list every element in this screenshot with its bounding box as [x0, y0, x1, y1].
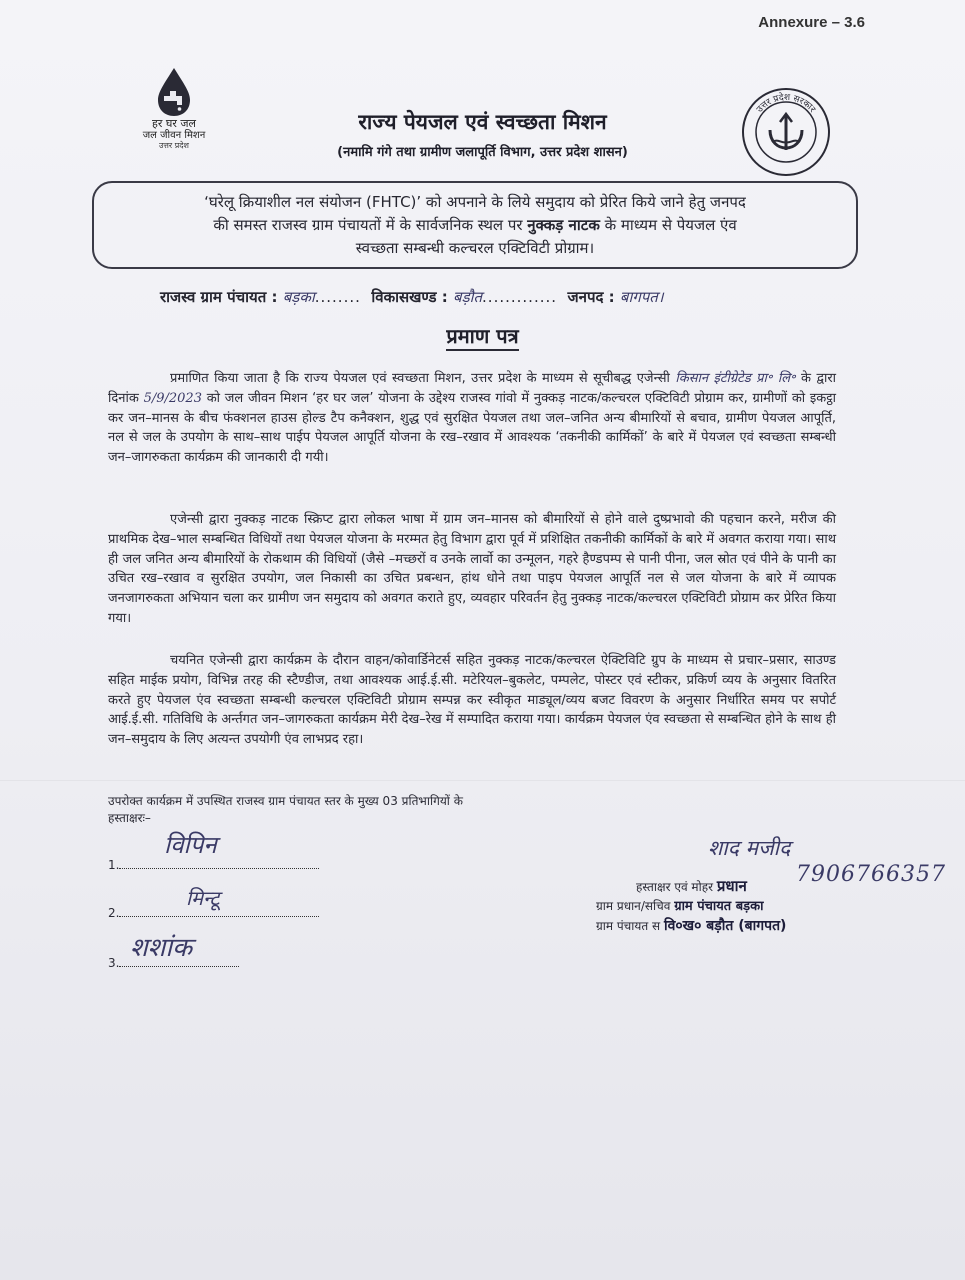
p3-text: चयनित एजेन्सी द्वारा कार्यक्रम के दौरान वाहन/कोवार्डिनेटर्स सहित नुक्कड़ नाटक/कल्चरल ऐक्टिविटि ग्रुप के माध्यम से प्रचार–प्रसार, साउण्ड सहित माईक प्रयोग, विभिन्न तरह की स्टैण्डीज, तथा आवश्यक आई.ई.सी. मटेरियल–बुकलेट, पम्पलेट, पोस्टर एवं स्टीकर, प्रकिर्ण व्यय के अनुसार वितरित करते हुए पेयजल एंव स्वच्छता सम्बन्धी कल्चरल एक्टिविटी प्रोग्राम सम्पन्न कर स्वीकृत माड्यूल/व्यय बजट विवरण के अनुसार निर्धारित समय पर सपोर्ट आई.ई.सी. गतिविधि के अर्न्तगत जन–जागरुकता कार्यक्रम मेरी देख–रेख में सम्पादित कराया गया। कार्यक्रम पेयजल एंव स्वच्छता से सम्बन्धित होने के साथ ही जन–समुदाय के लिए अत्यन्त उपयोगी एंव लाभप्रद रहा। — [108, 653, 836, 748]
participants-intro-text: उपरोक्त कार्यक्रम में उपस्थित राजस्व ग्राम पंचायत स्तर के मुख्य 03 प्रतिभागियों के — [108, 794, 463, 808]
p1-part-c: को जल जीवन मिशन ‘हर घर जल’ योजना के उद्देश्य राजस्व गांवो में नुक्कड़ नाटक/कल्चरल एक्टिविटी प्रोग्राम कर, ग्रामीणों को इकट्ठा कर जन–मानस के बीच फंक्शनल हाउस होल्ड टैप कनैक्शन, शुद्ध एवं सुरक्षित पेयजल तथा जल–जनित अन्य बीमारियों से बचाव, ग्रामीण पेयजल आपूर्ति, नल से जल के उपयोग के साथ–साथ पाईप पेयजल आपूर्ति योजना के रख–रखाव में आवश्यक ‘तकनीकी कार्मिकों’ के बारे में पेयजल एवं स्वच्छता सम्बन्धी जन–जागरुकता कार्यक्रम की जानकारी दी गयी। — [108, 390, 836, 466]
logo-line-3: उत्तर प्रदेश — [159, 141, 189, 150]
phone-handwritten: 7906766357 — [796, 862, 946, 887]
sign-seal-text: हस्ताक्षर एवं मोहर — [636, 880, 714, 894]
stamp-pradhan: प्रधान — [716, 877, 747, 895]
district-value: बागपत। — [619, 288, 664, 306]
box-line-2 — [112, 214, 838, 237]
participants-sign-label: हस्ताक्षरः– — [108, 811, 151, 825]
stamp-gram-panchayat: ग्राम पंचायत बड़का — [674, 899, 764, 914]
participant-number-1: 1. — [108, 858, 120, 872]
pradhan-secretary-label — [596, 896, 763, 914]
p2-text: एजेन्सी द्वारा नुक्कड़ नाटक स्क्रिप्ट द्वारा लोकल भाषा में ग्राम जन–मानस को बीमारियों से होने वाले दुष्प्रभावो की पहचान करने, मरीज की प्राथमिक देख–भाल सम्बन्धित विधियों तथा पेयजल योजना के मरम्मत हेतु विभाग द्वारा पूर्व में प्रशिक्षित तकनीकी कार्मिकों के बारे में अवगत कराया गया। साथ ही जल जनित अन्य बीमारियों के रोकथाम की विधियों (जैसे –मच्छरों व उनके लार्वो का उन्मूलन, गहरे हैण्डपम्प से पानी पीना, जल स्रोत एवं पीने के पानी का उचित रख–रखाव व सुरक्षित उपयोग, जल निकासी का उचित प्रबन्धन, हांथ धोने तथा पाइप पेयजल आपूर्ति नल से जल योजना के बारे में व्यापक जनजागरुकता अभियान चला कर ग्रामीण जन समुदाय को अवगत कराते हुए, व्यवहार परिवर्तन हेतु नुक्कड़ नाटक/कल्चरल एक्टिविटी प्रोग्राम कर प्रेरित किया गया। — [108, 512, 836, 626]
participant-signature-3: शशांक — [130, 933, 193, 963]
participants-intro — [108, 793, 568, 827]
certificate-title — [0, 322, 965, 349]
annexure-label: Annexure – 3.6 — [758, 14, 865, 31]
sign-seal-label — [636, 876, 747, 896]
gp-value: बड़का — [282, 288, 315, 306]
p1-part-b: के द्वारा दिनांक — [108, 371, 836, 406]
gram-panchayat-text: ग्राम पंचायत स — [596, 919, 661, 933]
participant-number-3: 3. — [108, 956, 120, 970]
box-line-2-pre: की समस्त राजस्व ग्राम पंचायतों में के सार्वजनिक स्थल पर — [213, 216, 528, 234]
mission-subtitle: (नमामि गंगे तथा ग्रामीण जलापूर्ति विभाग, उत्तर प्रदेश शासन) — [337, 145, 628, 160]
participant-signature-1: विपिन — [164, 831, 217, 859]
participant-signature-2: मिन्टू — [186, 886, 220, 910]
agency-name-handwritten: किसान इंटीग्रेटेड प्रा॰ लि॰ — [675, 371, 796, 386]
mission-title: राज्य पेयजल एवं स्वच्छता मिशन — [358, 110, 607, 134]
location-fields: राजस्व ग्राम पंचायत : बड़का........ विकासखण्ड : बड़ौत............. जनपद : बागपत। — [160, 288, 664, 306]
block-label: विकासखण्ड : — [371, 288, 448, 306]
paragraph-2 — [108, 510, 836, 629]
block-value: बड़ौत — [453, 288, 483, 306]
paragraph-1 — [108, 369, 836, 468]
gram-panchayat-label — [596, 916, 786, 935]
district-label: जनपद : — [567, 288, 615, 306]
participant-number-2: 2. — [108, 906, 120, 920]
emblem-text: उत्तर प्रदेश सरकार — [755, 92, 818, 115]
box-line-2-bold: नुक्कड़ नाटक — [527, 216, 600, 234]
box-line-2-post: के माध्यम से पेयजल एंव — [599, 216, 737, 234]
paragraph-3 — [108, 651, 836, 750]
program-title-box — [92, 181, 858, 269]
box-line-1: ‘घरेलू क्रियाशील नल संयोजन (FHTC)’ को अपनाने के लिये समुदाय को प्रेरित किये जाने हेतु जनपद — [204, 193, 746, 211]
certificate-title-text: प्रमाण पत्र — [446, 324, 518, 351]
stamp-block: वि०ख० बड़ौत (बागपत) — [663, 918, 787, 934]
logo-line-1: हर घर जल — [152, 117, 196, 130]
box-line-3: स्वच्छता सम्बन्धी कल्चरल एक्टिविटी प्रोग्राम। — [355, 239, 595, 257]
gp-label: राजस्व ग्राम पंचायत : — [160, 288, 278, 306]
date-handwritten: 5/9/2023 — [143, 390, 202, 406]
pradhan-secretary-text: ग्राम प्रधान/सचिव — [596, 899, 671, 913]
logo-line-2: जल जीवन मिशन — [142, 130, 206, 141]
pradhan-signature: शाद मजीद — [708, 836, 791, 860]
p1-part-a: प्रमाणित किया जाता है कि राज्य पेयजल एवं स्वच्छता मिशन, उत्तर प्रदेश के माध्यम से सूचीबद्ध एजेन्सी — [170, 371, 670, 386]
